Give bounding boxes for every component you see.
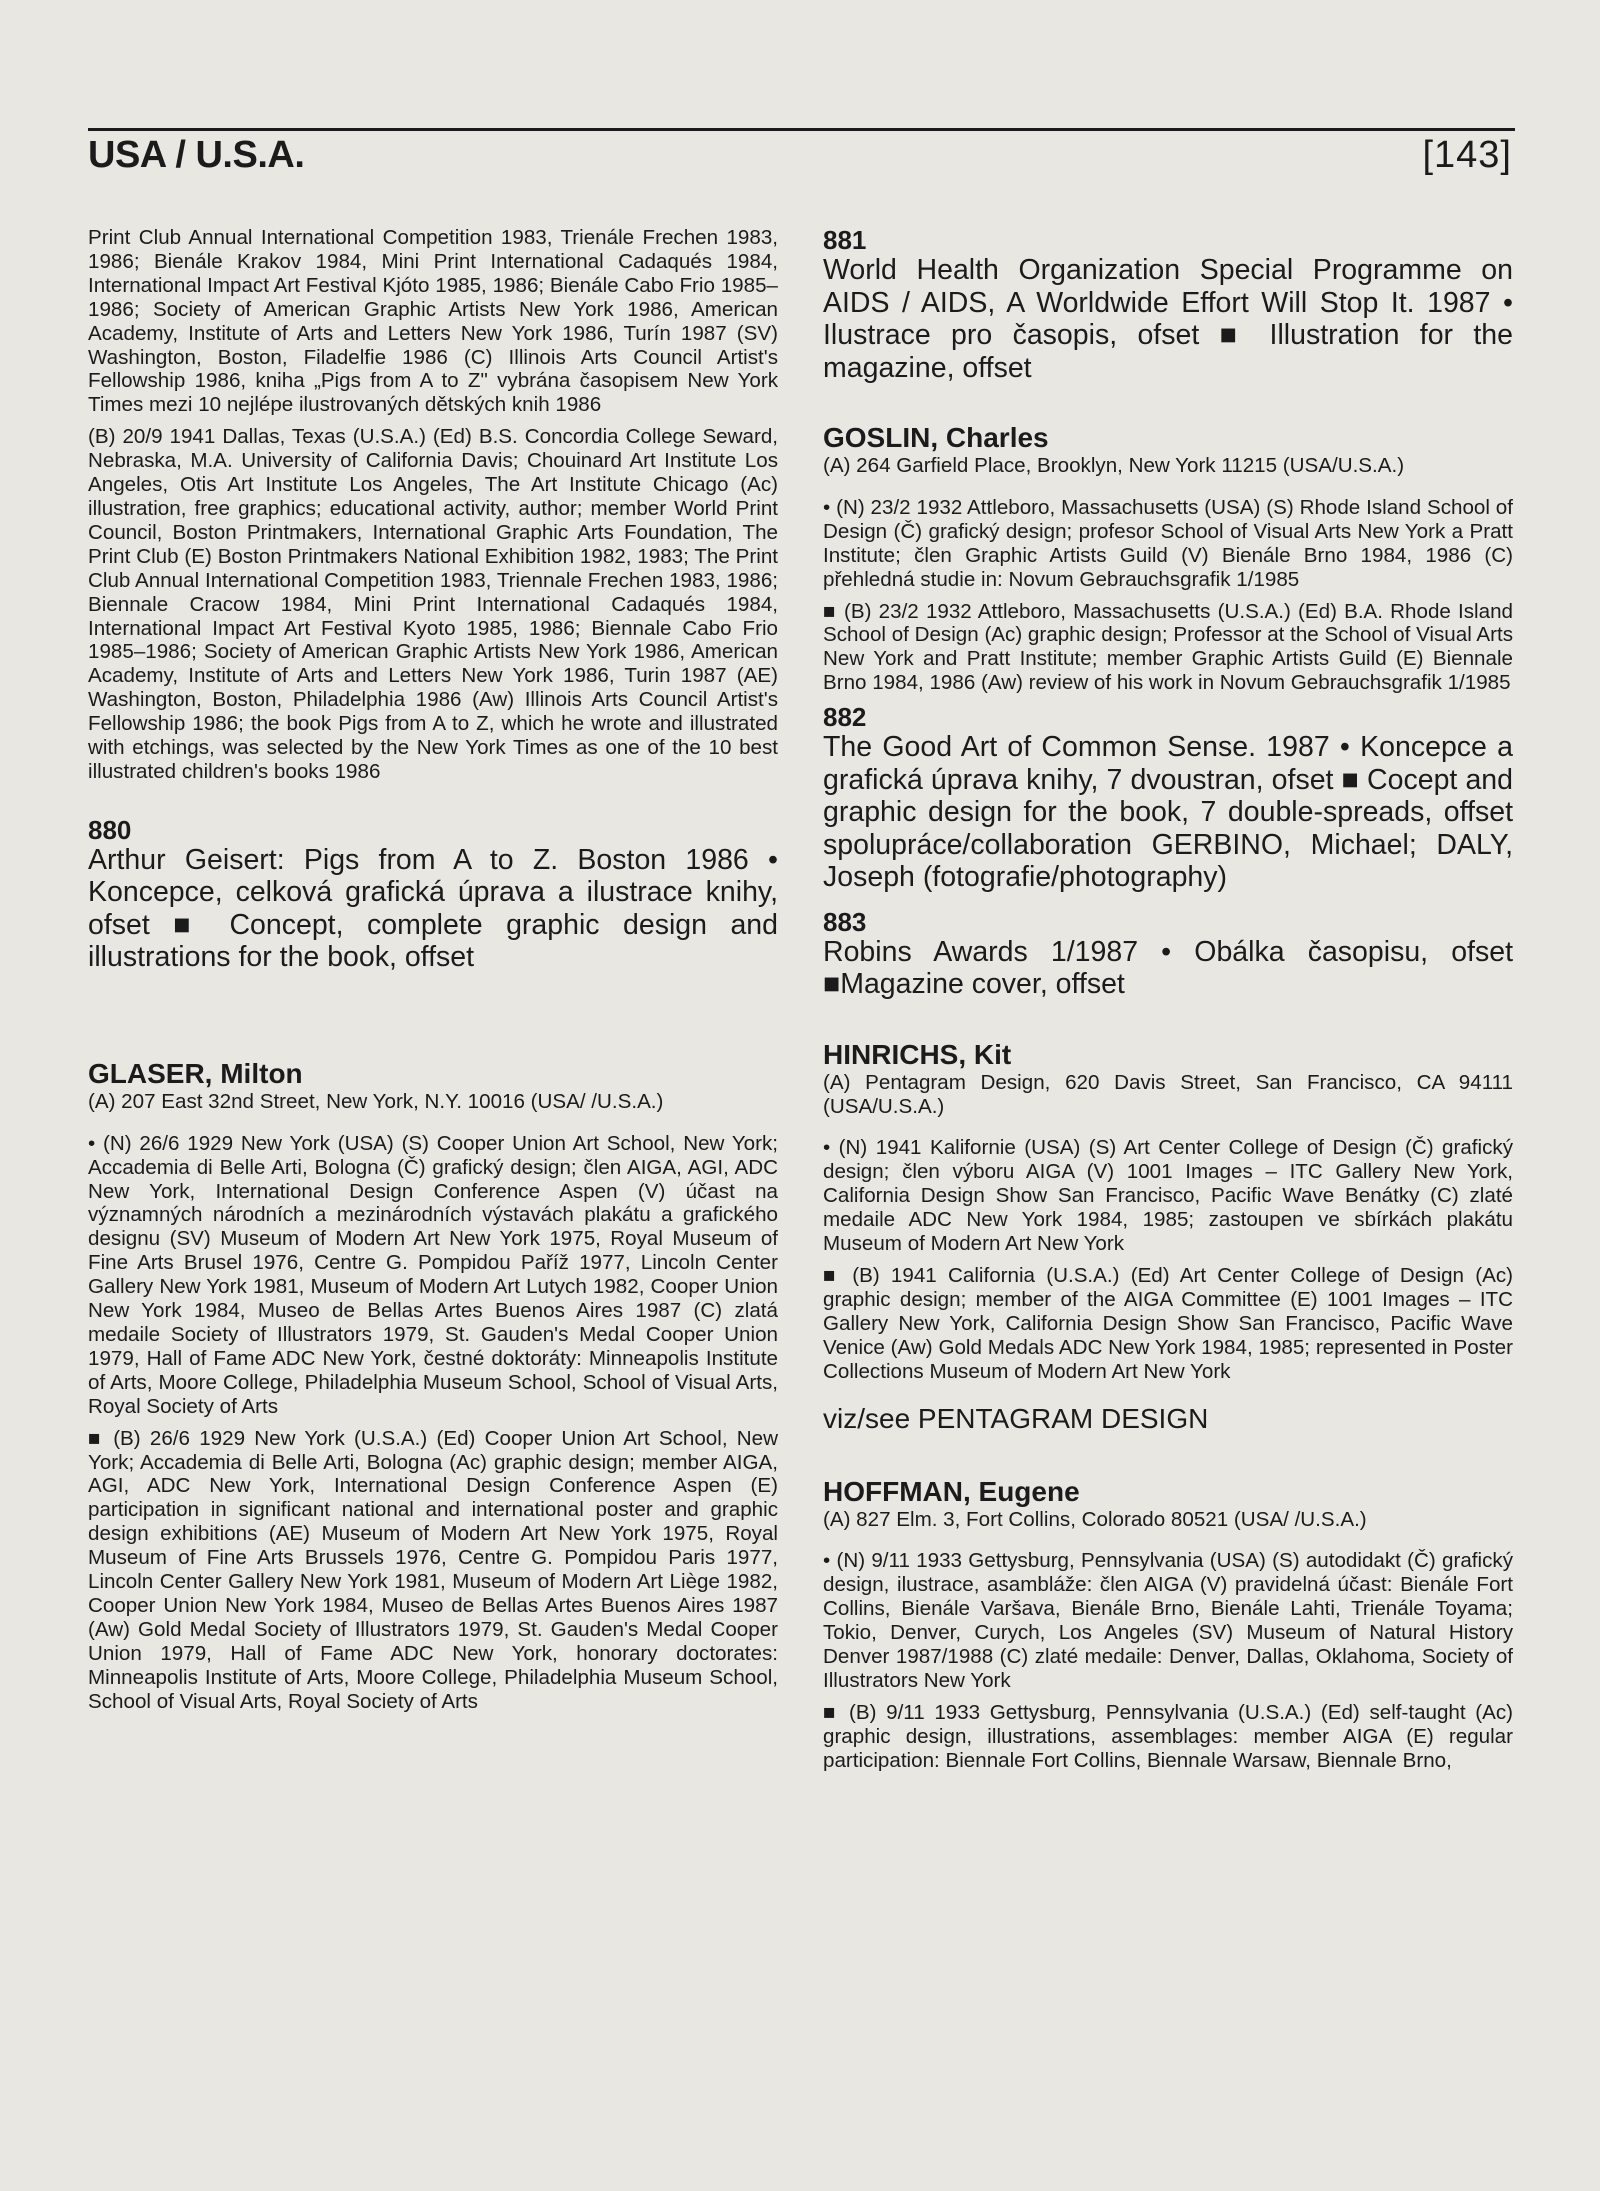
- artist-name: HINRICHS, Kit: [823, 1038, 1012, 1070]
- artist-address: (A) Pentagram Design, 620 Davis Street, San Francisco, CA 94111 (USA/U.S.A.): [823, 1070, 1513, 1118]
- page-number: [143]: [1422, 134, 1512, 176]
- entry-text-english: (B) 20/9 1941 Dallas, Texas (U.S.A.) (Ed) B.S. Concordia College Seward, Nebraska, M.A. University of California Davis; Chouinard Art Institute Los Angeles, Otis Art Institute Los Angeles, The Art Institute Chicago (Ac) illustration, free graphics; educational activity, author; member World Print Council, Boston Printmakers, International Graphic Arts Foundation, The Print Club (E) Boston Printmakers National Exhibition 1982, 1983; The Print Club Annual International Competition 1983, Triennale Frechen 1983, 1986; Biennale Cracow 1984, Mini Print International Cadaqués 1984, International Impact Art Festival Kyoto 1985, 1986; Biennale Cabo Frio 1985–1986; Society of American Graphic Artists New York 1986, American Academy, Institute of Arts and Letters New York 1986, Turin 1987 (AE) Washington, Boston, Philadelphia 1986 (Aw) Illinois Arts Council Artist's Fellowship 1986; the book Pigs from A to Z, which he wrote and illustrated with etchings, was selected by the New York Times as one of the 10 best illustrated children's books 1986: [88, 425, 778, 783]
- artist-bio-czech: • (N) 1941 Kalifornie (USA) (S) Art Center College of Design (Č) grafický design; člen výboru AIGA (V) 1001 Images – ITC Gallery New York, California Design Show San Francisco, Pacific Wave Benátky (C) zlaté medaile ADC New York 1984, 1985; zastoupen ve sbírkách plakátu Museum of Modern Art New York: [823, 1136, 1513, 1256]
- left-column: [88, 226, 778, 1722]
- artist-bio-english: ■ (B) 9/11 1933 Gettysburg, Pennsylvania (U.S.A.) (Ed) self-taught (Ac) graphic design, illustrations, assemblages: member AIGA (E) regular participation: Biennale Fort Collins, Biennale Warsaw, Biennale Brno,: [823, 1700, 1513, 1772]
- artist-bio-english: ■ (B) 23/2 1932 Attleboro, Massachusetts (U.S.A.) (Ed) B.A. Rhode Island School of Design (Ac) graphic design; Professor at the School of Visual Arts New York and Pratt Institute; member Graphic Artists Guild (E) Biennale Brno 1984, 1986 (Aw) review of his work in Novum Gebrauchsgrafik 1/1985: [823, 599, 1513, 695]
- work-description: Arthur Geisert: Pigs from A to Z. Boston 1986 • Koncepce, celková grafická úprava a ilustrace knihy, ofset ■ Concept, complete graphic design and illustrations for the book, offset: [88, 843, 778, 974]
- header-rule: [88, 128, 1515, 131]
- work-number: 880: [88, 814, 132, 845]
- work-number: 882: [823, 702, 867, 733]
- right-column: [823, 226, 1513, 1781]
- artist-address: (A) 827 Elm. 3, Fort Collins, Colorado 80521 (USA/ /U.S.A.): [823, 1507, 1367, 1531]
- artist-name: GOSLIN, Charles: [823, 422, 1049, 453]
- cross-reference: viz/see PENTAGRAM DESIGN: [823, 1402, 1209, 1434]
- work-description: World Health Organization Special Programme on AIDS / AIDS, A Worldwide Effort Will Stop It. 1987 • Ilustrace pro časopis, ofset ■ Illustration for the magazine, offset: [823, 254, 1513, 384]
- page-title: USA / U.S.A.: [88, 134, 305, 176]
- artist-address: (A) 207 East 32nd Street, New York, N.Y. 10016 (USA/ /U.S.A.): [88, 1089, 664, 1113]
- artist-bio-czech: • (N) 9/11 1933 Gettysburg, Pennsylvania (USA) (S) autodidakt (Č) grafický design, ilustrace, asambláže: člen AIGA (V) pravidelná účast: Bienále Fort Collins, Bienále Varšava, Bienále Brno, Bienále Lahti, Trienále Toyama; Tokio, Denver, Curych, Los Angeles (SV) Museum of Natural History Denver 1987/1988 (C) zlaté medaile: Denver, Dallas, Oklahoma, Society of Illustrators New York: [823, 1549, 1513, 1692]
- artist-name: GLASER, Milton: [88, 1057, 303, 1089]
- work-number: 883: [823, 906, 867, 937]
- artist-address: (A) 264 Garfield Place, Brooklyn, New York 11215 (USA/U.S.A.): [823, 454, 1405, 477]
- work-number: 881: [823, 225, 867, 255]
- work-description: Robins Awards 1/1987 • Obálka časopisu, ofset ■Magazine cover, offset: [823, 935, 1513, 1001]
- artist-bio-english: ■ (B) 26/6 1929 New York (U.S.A.) (Ed) Cooper Union Art School, New York; Accademia di Belle Arti, Bologna (Ac) graphic design; member AIGA, AGI, ADC New York, International Design Conference Aspen (E) participation in significant national and international poster and graphic design exhibitions (AE) Museum of Modern Art New York 1975, Royal Museum of Fine Arts Brussels 1976, Centre G. Pompidou Paris 1977, Lincoln Center Gallery New York 1981, Museum of Modern Art Liège 1982, Cooper Union New York 1984, Museo de Bellas Artes Buenos Aires 1987 (Aw) Gold Medal Society of Illustrators 1979, St. Gauden's Medal Cooper Union 1979, Hall of Fame ADC New York, honorary doctorates: Minneapolis Institute of Arts, Moore College, Philadelphia Museum School, School of Visual Arts, Royal Society of Arts: [88, 1426, 778, 1713]
- artist-bio-czech: • (N) 23/2 1932 Attleboro, Massachusetts (USA) (S) Rhode Island School of Design (Č) grafický design; profesor School of Visual Arts New York a Pratt Institute; člen Graphic Artists Guild (V) Bienále Brno 1984, 1986 (C) přehledná studie in: Novum Gebrauchsgrafik 1/1985: [823, 495, 1513, 591]
- work-description: The Good Art of Common Sense. 1987 • Koncepce a grafická úprava knihy, 7 dvoustran, ofset ■ Cocept and graphic design for the book, 7 double-spreads, offset spolupráce/collaboration GERBINO, Michael; DALY, Joseph (fotografie/photography): [823, 731, 1513, 894]
- artist-bio-english: ■ (B) 1941 California (U.S.A.) (Ed) Art Center College of Design (Ac) graphic design; member of the AIGA Committee (E) 1001 Images – ITC Gallery New York, California Design Show San Francisco, Pacific Wave Venice (Aw) Gold Medals ADC New York 1984, 1985; represented in Poster Collections Museum of Modern Art New York: [823, 1264, 1513, 1383]
- entry-text: Print Club Annual International Competition 1983, Trienále Frechen 1983, 1986; Bienále Krakov 1984, Mini Print International Cadaqués 1984, International Impact Art Festival Kjóto 1985, 1986; Bienále Cabo Frio 1985–1986; Society of American Graphic Artists New York 1986, American Academy, Institute of Arts and Letters New York 1986, Turín 1987 (SV) Washington, Boston, Filadelfie 1986 (C) Illinois Arts Council Artist's Fellowship 1986, kniha „Pigs from A to Z" vybrána časopisem New York Times mezi 10 nejlépe ilustrovaných dětských knih 1986: [88, 226, 778, 417]
- artist-bio-czech: • (N) 26/6 1929 New York (USA) (S) Cooper Union Art School, New York; Accademia di Belle Arti, Bologna (Č) grafický design; člen AIGA, AGI, ADC New York, International Design Conference Aspen (V) účast na významných národních a mezinárodních výstavách plakátu a grafického designu (SV) Museum of Modern Art New York 1975, Royal Museum of Fine Arts Brusel 1976, Centre G. Pompidou Paříž 1977, Lincoln Center Gallery New York 1981, Museum of Modern Art Lutych 1982, Cooper Union New York 1984, Museo de Bellas Artes Buenos Aires 1987 (C) zlatá medaile Society of Illustrators 1979, St. Gauden's Medal Cooper Union 1979, Hall of Fame ADC New York, čestné doktoráty: Minneapolis Institute of Arts, Moore College, Philadelphia Museum School, School of Visual Arts, Royal Society of Arts: [88, 1131, 778, 1418]
- artist-name: HOFFMAN, Eugene: [823, 1475, 1080, 1507]
